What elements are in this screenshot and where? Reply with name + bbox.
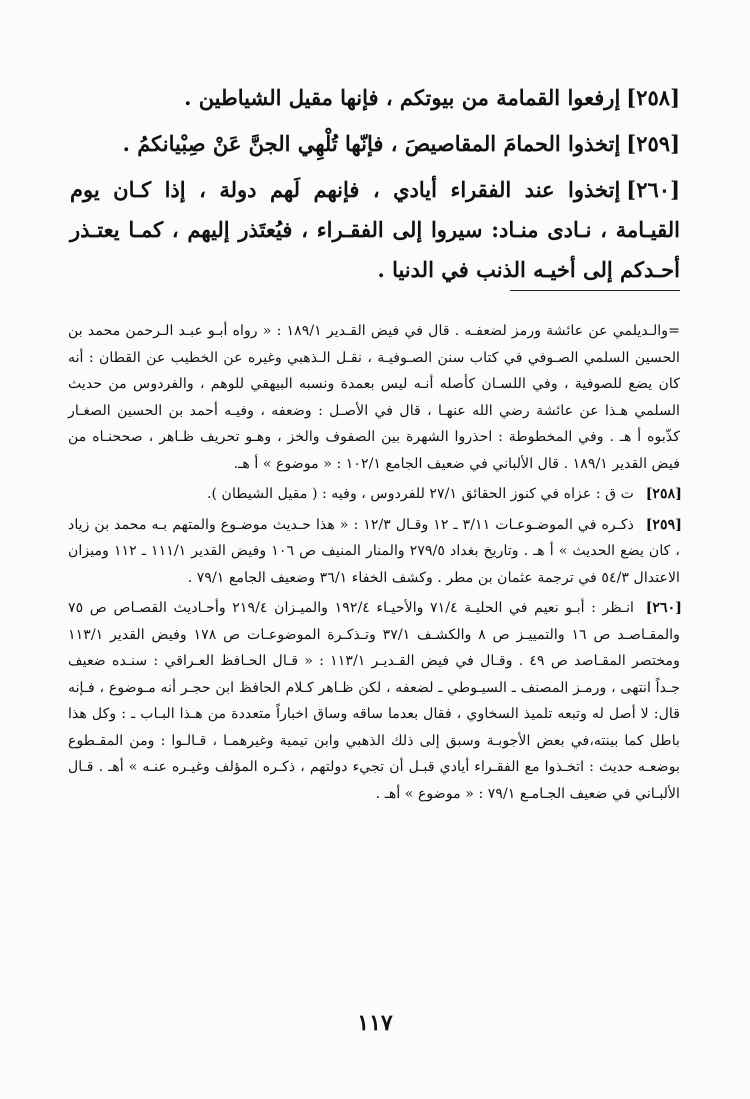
footnote-label: [٢٦٠]: [645, 600, 682, 616]
footnote-text: =والـديلمي عن عائشة ورمز لضعفـه . قال في فيض القـدير ١٨٩/١ : « رواه أبـو عبـد الـرحمن محمد بن الحسين السلمي الصـوفي في كتاب سنن الصـوفيـة ، نقـل الـذهبي وغيره عن الخطيب عن القطان : أنه كان يضع للصوفية ، وفي اللسـان كأصله أنـه ليس بعمدة ونسبه البيهقي للوهم ، والفردوس من حديث السلمي هـذا عن عائشة رضي الله عنهـا ، قال في الأصـل : وضعفه ، وفيـه أحمد بن الحسين الصغـار كذّبوه أ هـ . وفي المخطوطة : احذروا الشهرة بين الصفوف والخز ، وهـو تحريف ظـاهر ، صححنـاه من فيض القدير ١٨٩/١ . قال الألباني في ضعيف الجامع ١٠٢/١ : « موضوع » أ هـ.: [68, 323, 680, 472]
footnote-label: [٢٥٨]: [645, 486, 682, 502]
hadith-number: [٢٥٩]: [626, 131, 680, 156]
footnote: [68, 512, 680, 592]
hadith-text: إتخذوا عند الفقراء أيادي ، فإنهم لَهم دولة ، إذا كـان يوم القيـامة ، نـادى منـاد: سيروا إلى الفقـراء ، فيُعتَذر إليهم ، كمـا يعتـذر أحـدكم إلى أخيـه الذنب في الدنيا .: [70, 177, 680, 282]
footnote-label: [٢٥٩]: [645, 516, 682, 533]
footnote-text: ذكـره في الموضـوعـات ٣/١١ ـ ١٢ وقـال ١٢/٣ : « هذا حـديث موضـوع والمتهم بـه محمد بن زياد ، كان يضع الحديث » أ هـ . وتاريخ بغداد ٢٧٩/٥ والمنار المنيف ص ١٠٦ وفيض القدير ١١١/١ ـ ١١٢ وميزان الاعتدال ٥٤/٣ في ترجمة عثمان بن مطر . وكشف الخفاء ٣٦/١ وضعيف الجامع ٧٩/١ .: [68, 516, 681, 586]
footnote: [68, 595, 680, 807]
page-number: ١١٧: [357, 1010, 393, 1036]
footnote-text: انـظر : أبـو نعيم في الحليـة ٧١/٤ والأحيـاء ١٩٢/٤ والميـزان ٢١٩/٤ وأحـاديث القصـاص ص ٧٥ والمقـاصـد ص ١٦ والتمييـز ص ٨ والكشـف ٣٧/١ وتـذكـرة الموضوعـات ص ١٧٨ وفيض القدير ١١٣/١ ومختصر المقـاصد ص ٤٩ . وقـال في فيض القـديـر ١١٣/١ : « قـال الحـافظ العـراقي : سنـده ضعيف جـداً انتهى ، ورمـز المصنف ـ السيـوطي ـ لضعفه ، لكن ظـاهر كـلام الحافظ ابن حجـر أنه مـوضوع ، فـإنه قال: لا أصل له وتبعه تلميذ السخاوي ، فقال بعدما ساقه وساق اخباراً متعددة من هـذا البـاب ـ : وكل هذا باطل كما بينته،في بعض الأجوبـة وسبق إلى ذلك الذهبي وابن تيمية وغيرهمـا ، قـالـوا : ومن المقـطوع بوضعـه حديث : اتخـذوا مع الفقـراء أيادي قبـل أن تجيء دولتهم ، ذكـره المؤلف وغيـره عنـه » أهـ . قـال الألبـاني في ضعيف الجـامـع ٧٩/١ : « موضوع » أهـ .: [68, 600, 680, 802]
footnote: [68, 481, 680, 508]
hadith-entry: [70, 170, 680, 290]
footnote-continued: [68, 318, 680, 477]
footnote-separator: [510, 290, 680, 291]
hadith-number: [٢٥٨]: [626, 85, 680, 110]
footnote-text: ت ق : عزاه في كنوز الحقائق ٢٧/١ للفردوس ، وفيه : ( مقيل الشيطان ).: [206, 486, 634, 502]
hadith-text: إرفعوا القمامة من بيوتكم ، فإنها مقيل الشياطين .: [184, 85, 621, 110]
hadith-text: إتخذوا الحمامَ المقاصيصَ ، فإنّها تُلْهِي الجنَّ عَنْ صِبْيانكمُ .: [122, 131, 621, 156]
hadith-entry: [70, 124, 680, 164]
hadith-number: [٢٦٠]: [626, 177, 680, 202]
footnotes: [68, 318, 680, 811]
hadith-entry: [70, 78, 680, 118]
main-text: [70, 78, 680, 296]
